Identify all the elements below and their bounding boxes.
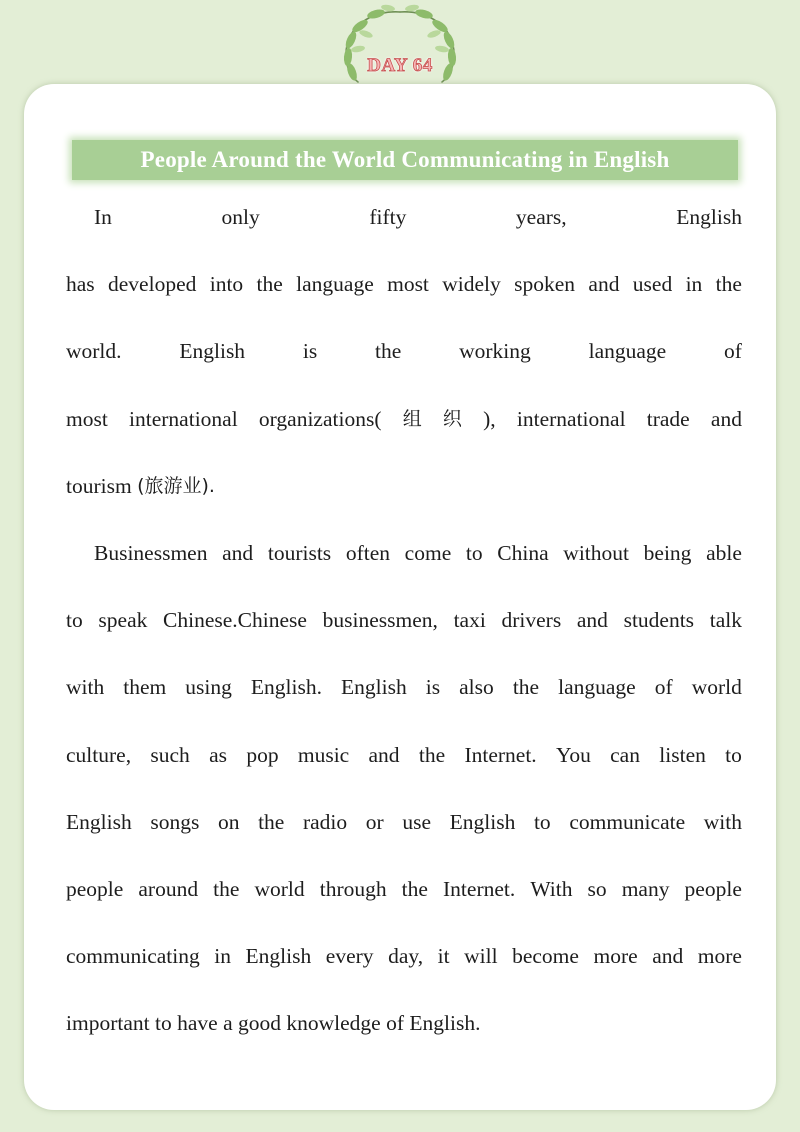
word: every: [325, 944, 374, 969]
word: to: [533, 809, 551, 834]
word: in: [685, 272, 703, 297]
word: world: [691, 675, 742, 700]
word: only: [221, 205, 260, 229]
word: talk: [709, 608, 742, 633]
paragraph-2-line-7: [66, 942, 742, 970]
word: drivers: [501, 608, 562, 633]
paragraph-2-line-8: [66, 1009, 742, 1037]
word: You: [555, 742, 591, 767]
word: many: [621, 877, 670, 901]
word: years,: [515, 205, 567, 229]
word: widely: [442, 272, 501, 297]
word: communicating: [66, 944, 200, 969]
word: most: [66, 406, 108, 431]
word: English: [245, 944, 312, 969]
word: With: [530, 877, 573, 901]
paragraph-1-line-5: [66, 472, 742, 500]
word: communicate: [569, 809, 686, 834]
word: on: [217, 809, 240, 834]
word: Businessmen: [94, 541, 208, 565]
word: important: [66, 1011, 150, 1036]
word: have: [177, 1011, 218, 1036]
word: culture,: [66, 742, 132, 767]
word: and: [222, 541, 254, 565]
word: will: [464, 944, 498, 969]
paragraph-1-line-3: [66, 337, 742, 365]
word: language: [588, 339, 667, 364]
word: the: [401, 877, 428, 901]
word: international: [129, 406, 238, 431]
word: In: [94, 205, 112, 229]
word: in: [214, 944, 232, 969]
word: is: [302, 339, 318, 364]
word: use: [402, 809, 431, 834]
word: as: [209, 742, 228, 767]
word: with: [66, 675, 105, 700]
word: businessmen,: [322, 608, 438, 633]
word: to: [465, 541, 483, 565]
word: language: [558, 675, 636, 700]
word: speak: [98, 608, 148, 633]
paragraph-2-line-2: [66, 606, 742, 634]
word: can: [610, 742, 640, 767]
word: used: [632, 272, 673, 297]
word: more: [593, 944, 638, 969]
word: tourists: [267, 541, 332, 565]
article-title: People Around the World Communicating in English: [140, 147, 670, 172]
word: around: [138, 877, 199, 901]
word: English: [449, 809, 516, 834]
word: English: [341, 675, 407, 700]
word: music: [297, 742, 350, 767]
word: people: [66, 877, 124, 901]
word: trade: [646, 406, 690, 431]
word: it: [437, 944, 450, 969]
word: the: [375, 339, 402, 364]
word: Chinese.Chinese: [163, 608, 307, 633]
paragraph-2-line-3: [66, 673, 742, 701]
word: with: [703, 809, 742, 834]
word: the: [512, 675, 540, 700]
word: English: [676, 205, 742, 229]
word: good: [237, 1011, 281, 1036]
word: of: [386, 1011, 404, 1036]
word: such: [150, 742, 190, 767]
word: the: [256, 272, 283, 297]
word: a: [223, 1011, 233, 1036]
day-badge: DAY 64: [367, 55, 433, 76]
word: most: [387, 272, 429, 297]
word: has: [66, 272, 95, 297]
word: listen: [659, 742, 706, 767]
word: become: [512, 944, 579, 969]
word: the: [715, 272, 742, 297]
word: also: [459, 675, 494, 700]
paragraph-2-line-6: [66, 875, 742, 903]
word: able: [706, 541, 742, 565]
word: pop: [246, 742, 279, 767]
word: more: [697, 944, 742, 969]
paragraph-2-line-5: [66, 808, 742, 836]
word: and: [368, 742, 400, 767]
word: the: [418, 742, 446, 767]
word: radio: [302, 809, 348, 834]
word: world.: [66, 339, 122, 364]
word: world: [254, 877, 305, 901]
word: English.: [250, 675, 322, 700]
word: or: [365, 809, 384, 834]
word: and: [710, 406, 742, 431]
word: Internet.: [464, 742, 537, 767]
word: to: [725, 742, 742, 767]
word: taxi: [453, 608, 486, 633]
word: ),: [483, 406, 496, 431]
word: and: [576, 608, 608, 633]
word: fifty: [369, 205, 407, 229]
word: 组: [402, 407, 422, 430]
title-bar: [72, 140, 738, 180]
word: language: [296, 272, 374, 297]
word: through: [319, 877, 387, 901]
word: them: [123, 675, 167, 700]
word: English: [66, 809, 132, 834]
word: students: [623, 608, 695, 633]
word: being: [643, 541, 692, 565]
word: come: [404, 541, 452, 565]
word: using: [185, 675, 232, 700]
word: knowledge: [286, 1011, 381, 1036]
word: without: [563, 541, 629, 565]
word: international: [516, 406, 626, 431]
word: the: [258, 809, 285, 834]
word: and: [652, 944, 684, 969]
word: of: [724, 339, 742, 364]
word: day,: [388, 944, 424, 969]
word: China: [497, 541, 549, 565]
word: 织: [442, 407, 462, 430]
word: to: [66, 608, 83, 633]
word: is: [425, 675, 441, 700]
word: English.: [409, 1011, 481, 1036]
paragraph-1-line-2: [66, 270, 742, 298]
word: people: [684, 877, 742, 901]
word: tourism: [66, 473, 132, 498]
paragraph-1-line-4: [66, 405, 742, 433]
word: of: [654, 675, 673, 700]
word: so: [587, 877, 607, 901]
word: working: [459, 339, 531, 364]
paragraph-2-line-4: [66, 741, 742, 769]
word: developed: [108, 272, 197, 297]
word: songs: [150, 809, 200, 834]
word: (旅游业).: [137, 474, 215, 497]
word: the: [213, 877, 240, 901]
word: organizations(: [258, 406, 382, 431]
word: to: [154, 1011, 172, 1036]
word: English: [179, 339, 246, 364]
paragraph-1-line-1: [94, 203, 742, 231]
word: spoken: [514, 272, 576, 297]
paragraph-2-line-1: [94, 539, 742, 567]
word: into: [209, 272, 244, 297]
word: and: [588, 272, 620, 297]
word: Internet.: [443, 877, 516, 901]
word: often: [345, 541, 391, 565]
